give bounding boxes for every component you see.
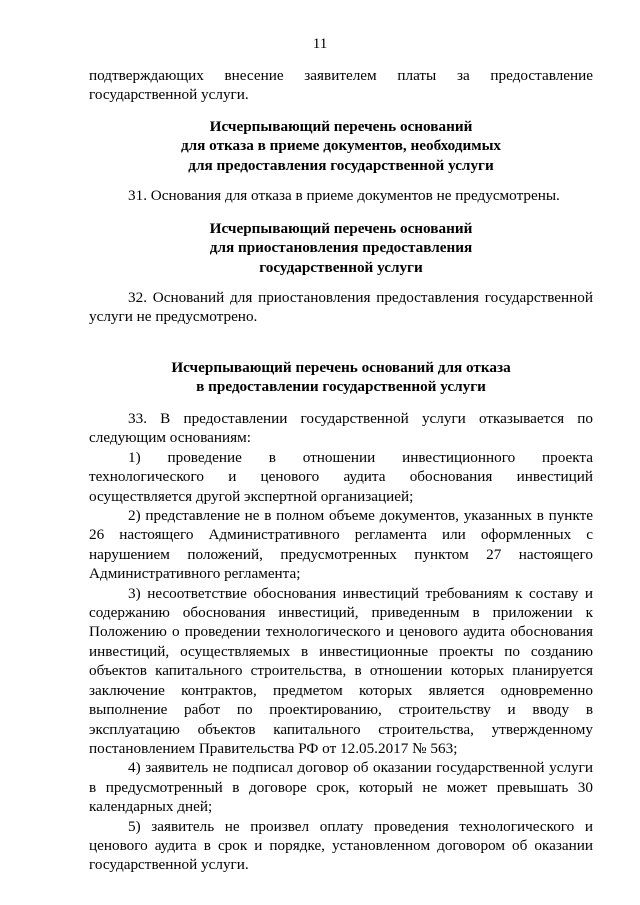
continuation-paragraph [89, 66, 593, 105]
text-line: 1) проведение в отношении инвестиционного проекта [128, 448, 593, 466]
text-line: осуществляется другой экспертной организацией; [89, 487, 414, 505]
text-line: 4) заявитель не подписал договор об оказании государственной услуги [128, 759, 593, 777]
list-item [89, 758, 593, 816]
paragraph-31 [89, 186, 593, 205]
text-line: подтверждающих внесение заявителем платы за предоставление [89, 67, 593, 84]
section-heading-refusal-acceptance [89, 117, 593, 175]
text-line: Положению о проведении технологического и ценового аудита обоснования [89, 623, 593, 641]
text-line: следующим основаниям: [89, 429, 251, 447]
paragraph-33 [89, 409, 593, 875]
list-item [89, 817, 593, 875]
text-line: постановлением Правительства РФ от 12.05.2017 № 563; [89, 739, 458, 757]
list-item [89, 584, 593, 759]
text-line: заключение контрактов, предметом которых является одновременно [89, 681, 593, 699]
text-line: содержанию обоснования инвестиций, приведенным в приложении к [89, 604, 593, 622]
text-line: государственной услуги. [89, 86, 249, 104]
heading-line: для приостановления предоставления [209, 239, 473, 257]
page-number: 11 [312, 35, 328, 52]
text-line: Административного регламента; [89, 565, 301, 583]
heading-line: для предоставления государственной услуги [188, 156, 494, 174]
heading-line: для отказа в приеме документов, необходимых [180, 137, 502, 155]
text-line: нарушением положений, предусмотренных пунктом 27 настоящего [89, 545, 593, 563]
text-line: 2) представление не в полном объеме документов, указанных в пункте [128, 507, 593, 525]
text-line: 3) несоответствие обоснования инвестиций требованиям к составу и [128, 584, 593, 602]
text-line: услуги не предусмотрено. [89, 308, 258, 326]
text-line: 5) заявитель не произвел оплату проведения технологического и [128, 817, 593, 835]
text-line: в предусмотренный в договоре срок, который не может превышать 30 [89, 778, 593, 796]
heading-line: Исчерпывающий перечень оснований [209, 220, 473, 237]
list-item [89, 506, 593, 584]
text-line: 33. В предоставлении государственной услуги отказывается по [128, 410, 593, 427]
text-line: 31. Основания для отказа в приеме документов не предусмотрены. [128, 187, 560, 204]
section-heading-suspension [89, 219, 593, 277]
paragraph-32 [89, 288, 593, 327]
text-line: 26 настоящего Административного регламента или оформленных с [89, 526, 593, 544]
heading-line: в предоставлении государственной услуги [196, 378, 486, 396]
list-item [89, 448, 593, 506]
text-line: календарных дней; [89, 798, 213, 816]
text-line: объектов капитального строительства, в отношении которых планируется [89, 662, 593, 680]
text-line: инвестиций, осуществляемых в инвестиционные проекты по созданию [89, 642, 593, 660]
text-line: 32. Оснований для приостановления предоставления государственной [128, 289, 593, 306]
heading-line: Исчерпывающий перечень оснований для отказа [171, 359, 511, 376]
text-line: ценового аудита в срок и порядке, установленном договором об оказании [89, 836, 593, 854]
section-heading-refusal-service [89, 358, 593, 397]
text-line: эксплуатацию объектов капитального строительства, утвержденному [89, 720, 593, 738]
heading-line: Исчерпывающий перечень оснований [209, 118, 473, 135]
text-line: выполнение работ по проектированию, строительству и вводу в [89, 701, 593, 719]
text-line: государственной услуги. [89, 856, 249, 874]
heading-line: государственной услуги [259, 258, 423, 276]
text-line: технологического и ценового аудита обоснования инвестиций [89, 468, 593, 486]
